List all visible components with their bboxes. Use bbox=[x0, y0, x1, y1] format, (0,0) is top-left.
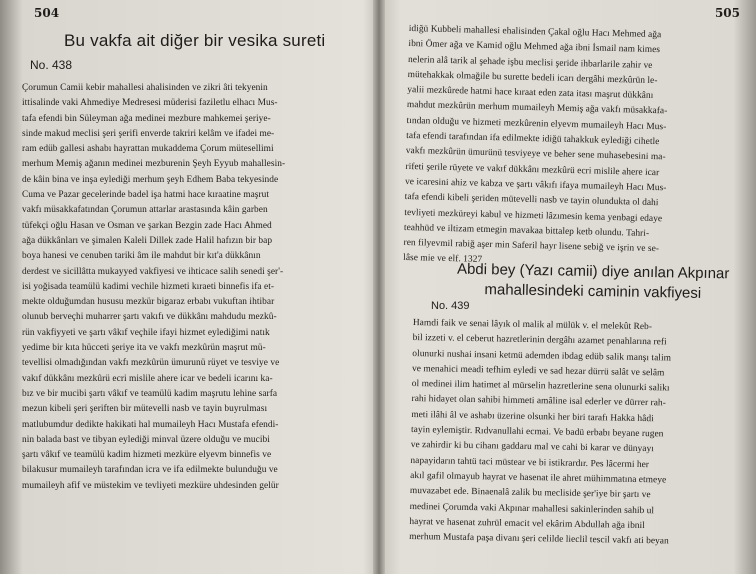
text-line: bız ve bir mucibi şartı vâkıf ve teamülü kadim maşrutu lehine sarfa bbox=[22, 388, 278, 399]
section-heading-line: mahallesindeki caminin vakfiyesi bbox=[484, 281, 702, 302]
text-line: Çorumun Camii kebir mahallesi ahalisinden ve zikri âti tekyenin bbox=[22, 83, 268, 93]
text-line: muvazabet ede. Binaenalâ zalik bu mecliside şer'iye bir şartı ve bbox=[409, 486, 651, 501]
text-line: hayrat ve hasenat zuhrül emacit vel ekârim Abdullah ağa ibnil bbox=[409, 516, 645, 531]
text-line: tafa efendi tarafından ifa edilmekte idiğü tahakkuk eylediği cihetle bbox=[406, 131, 660, 148]
text-line: yalii mezkûrede hatmi hace kıraat eden zata itası maşrut dükkânı bbox=[407, 85, 654, 102]
left-page bbox=[0, 0, 375, 574]
text-line: Hamdi faik ve senai lâyık ol malik al mülük v. el melekût Reb- bbox=[412, 317, 653, 333]
text-line: idiğü Kubbeli mahallesi ehalisinden Çakal oğlu Hacı Mehmed ağa bbox=[408, 23, 662, 41]
text-line: ren filyevmil rabiğ aşer min Saferil hayr lisene sebiğ ve işrin ve se- bbox=[403, 238, 660, 255]
text-line: tından olduğu ve hizmeti mezkûrenin elyevm mumaileyh Hacı Mus- bbox=[406, 115, 667, 133]
section-heading bbox=[433, 259, 754, 305]
text-line: Cuma ve Pazar gecelerinde badel işa hatmi hace kıraatine maşrut bbox=[22, 190, 270, 201]
text-line: napayidarın tahtü taci müstear ve bi istikrardır. Pes lâcermi her bbox=[410, 455, 650, 470]
text-line: mumaileyh afif ve müstekim ve tevliyeti mezküre uhdesinden gelür bbox=[22, 480, 279, 491]
text-line: bilakusur mumaileyh tarafından icra ve ifa edilmekte bulunduğu ve bbox=[22, 465, 278, 476]
text-line: ol medinei ilim hatimet al mürselin hazretlerine sena olunurki salikı bbox=[411, 379, 670, 394]
left-body-text bbox=[22, 81, 365, 494]
text-line: ittisalinde vaki Ahmediye Medresesi müderisi faziletlu elhacı Mus- bbox=[22, 98, 278, 109]
text-line: akıl gafil olmayub hayrat ve hasenat ile ahret mühimmatına etmeye bbox=[410, 470, 667, 486]
text-line: teahhüd ve iltizam etmegin mavakaa bittalep ketb olundu. Tahri- bbox=[403, 222, 650, 239]
text-line: olunurki nushai insani ketmü ademden ibdag edüb salik manşı talim bbox=[412, 348, 672, 364]
text-line: lâse mie ve elf. 1327 bbox=[403, 253, 483, 266]
text-line: tüfekçi oğlu Hasan ve Osman ve şarkan Bezgin zade Hacı Ahmed bbox=[22, 220, 272, 231]
text-line: medinei Çorumda vaki Akpınar mahallesi sakinlerinden sahib ul bbox=[409, 501, 655, 516]
text-line: mekte olduğumdan hususu mezkür bigaraz erbabı vukuftan ihtibar bbox=[22, 297, 275, 308]
page-number: 504 bbox=[34, 6, 60, 20]
text-line: mütehakkak olmağile bu surette bedeli icarı dergâhi mezkûrün le- bbox=[407, 69, 658, 86]
text-line: isi yoğisada teamülü kadimi vechile hizmeti kıraeti binnefis ifa et- bbox=[22, 281, 275, 292]
text-line: ve zahirdir ki bu cihanı gaddaru mal ve cahi bi karar ve dünyayı bbox=[410, 440, 655, 455]
text-line: tafa efendi bin Süleyman ağa medinei mezbure mahkemei şeriye- bbox=[22, 113, 271, 124]
right-page bbox=[383, 0, 756, 574]
text-line: ram edüb gallesi ashabı hayrattan mukaddema Çorum mütesellimi bbox=[22, 144, 274, 155]
text-line: vakıf dükkânı mezkûrü ecri mislile ahere icar ve bedeli icarını ka- bbox=[22, 373, 273, 384]
text-line: rahi hidayet olan sahibi himmeti amâline isal ederler ve dürrer rah- bbox=[411, 394, 666, 409]
text-line: bil izzeti v. el ceberut hazretlerinin dergâhı azamet penahlarına refi bbox=[412, 333, 667, 348]
text-line: tevellisi olmadığından vakfı mezkûrün ümurunü rüyet ve tesviye ve bbox=[22, 358, 280, 369]
text-line: yedime bir kıta hücceti şeriye ita ve vakfı mezkûrün maşrut mü- bbox=[22, 343, 266, 354]
text-line: sinde makud meclisi şeri şerifi enverde takriri kelâm ve ifadei me- bbox=[22, 128, 275, 139]
text-line: boya hanesi ve cenuben tariki âm ile mahdut bir kıt'a dükkânın bbox=[22, 251, 261, 262]
text-line: meti ilâhi âl ve ashabı üzerine olsunki her biri tarafı Hakka hâdi bbox=[411, 409, 654, 424]
text-line: tafa efendi kibeli şeriden mütevelli nasb ve tayin olundukta ol dahi bbox=[404, 192, 659, 209]
text-line: ağa dükkânları ve şimalen Kaleli Dillek zade Halil hafızın bir bap bbox=[22, 235, 273, 246]
text-line: ve menahici meadi tefhim eyledi ve sad hezar dürrü salât ve selâm bbox=[411, 363, 665, 379]
text-line: matlubumdur dedikte hakikati hal mumaileyh Hacı Mustafa efendi- bbox=[22, 419, 279, 430]
text-line: vakfı müsakkafatından Çorumun attarlar arastasında kâin garben bbox=[22, 205, 268, 216]
text-line: rün vakfiyyeti ve şartı vâkıf veçhile ifayi hizmet eylediğimi natık bbox=[22, 327, 270, 338]
text-line: de kâin bina ve inşa eylediği merhum şeyh Edhem Baba tekyesinde bbox=[22, 174, 279, 185]
text-line: nelerin alâ tarik al şehade işbu meclisi şeride ihbarlarile zahir ve bbox=[407, 54, 653, 71]
right-body-text bbox=[403, 22, 745, 275]
document-number: No. 438 bbox=[30, 58, 73, 72]
text-line: derdest ve sicillâtta mukayyed vakfiyesi ve ihticace salih senedi şer'- bbox=[22, 266, 284, 277]
document-number: No. 439 bbox=[431, 300, 470, 312]
text-line: tayin eylemiştir. Rıdvanullahi ecmai. Ve badü erbabı beyane rugen bbox=[410, 425, 664, 440]
section-heading-line: Abdi bey (Yazı camii) diye anılan Akpınar bbox=[456, 260, 730, 283]
text-line: ve icaresini ahiz ve kabza ve şartı vâkıfı ifaya mumaileyh Hacı Mus- bbox=[404, 176, 667, 194]
text-line: tevliyeti mezküreyi kabul ve hizmeti lâzımesin kema yenbagi edaye bbox=[404, 207, 663, 224]
text-line: vakfı mezkûrün ümurünü tesviyeye ve beher sene muhasebesini ma- bbox=[405, 146, 666, 163]
text-line: nin balada bast ve tibyan eylediği minval üzere olduğu ve mucibi bbox=[22, 434, 270, 445]
text-line: rifeti şerile rüyete ve vakıf dükkânı mezkûrü ecri mislile ahere icar bbox=[405, 161, 660, 178]
text-line: merhum Mustafa paşa divanı şeri celilde lieclil tescil vakfı ati beyan bbox=[409, 532, 669, 547]
text-line: ibni Ömer ağa ve Kamid oğlu Mehmed ağa ibni İsmail nam kimes bbox=[408, 39, 661, 56]
text-line: şartı vâkıf ve teamülü kadim hizmeti mezküre elyevm binnefis ve bbox=[22, 450, 272, 461]
text-line: mahdut mezkûrün merhum mumaileyh Memiş ağa vakfı müsakkafa- bbox=[406, 100, 668, 117]
text-line: olunub berveçhi muharrer şartı vakıfı ve dükkânı mahdudu mezkû- bbox=[22, 312, 277, 323]
text-line: merhum Memiş ağanın medinei mezburenin Şeyh Eyyub mahallesin- bbox=[22, 159, 286, 170]
text-line: mezun kibeli şeri şeriften bir mütevelli nasb ve tayin buyrulması bbox=[22, 404, 268, 415]
page-number: 505 bbox=[714, 6, 740, 20]
document-title: Bu vakfa ait diğer bir vesika sureti bbox=[64, 31, 326, 50]
right-body-text-2 bbox=[409, 316, 747, 551]
